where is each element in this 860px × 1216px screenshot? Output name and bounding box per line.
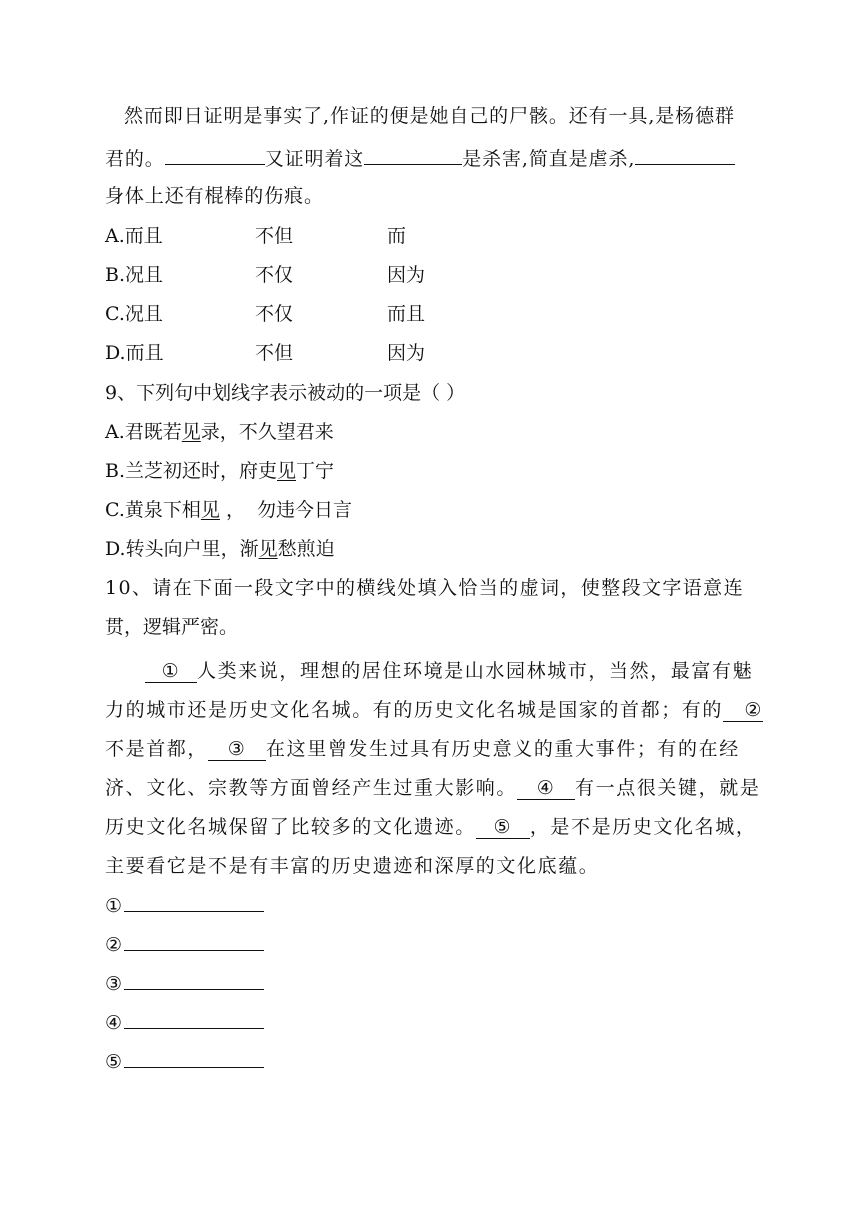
answer-line-4[interactable]: ④ xyxy=(105,1010,264,1035)
option-word-3: 因为 xyxy=(387,264,426,286)
q9-option-b: B.兰芝初还时，府吏见丁宁 xyxy=(105,460,335,482)
option-word-3: 而 xyxy=(387,225,407,247)
q10-passage-line-6: 主要看它是不是有丰富的历史遗迹和深厚的文化底蕴。 xyxy=(105,855,600,877)
q8-passage-line-3: 身体上还有棍棒的伤痕。 xyxy=(105,185,324,207)
q8-passage-line-2: 君的。 又证明着这 是杀害,简直是虐杀, xyxy=(105,144,735,171)
q9-stem: 9、下列句中划线字表示被动的一项是（ ） xyxy=(105,382,466,404)
q10-blank-2: ② xyxy=(723,699,763,722)
option-word-3: 因为 xyxy=(387,342,426,364)
q10-passage-line-5: 历史文化名城保留了比较多的文化遗迹。 ⑤ ，是不是历史文化名城， xyxy=(105,816,757,838)
q10-passage-line-1: ① 人类来说，理想的居住环境是山水园林城市，当然，最富有魅 xyxy=(145,659,753,683)
q10-passage-line-3: 不是首都， ③ 在这里曾发生过具有历史意义的重大事件；有的在经 xyxy=(105,738,740,760)
answer-line-5[interactable]: ⑤ xyxy=(105,1049,264,1074)
q10-blank-4: ④ xyxy=(517,777,575,800)
q9-option-a: A.君既若见录，不久望君来 xyxy=(105,421,334,443)
q8-blank-1 xyxy=(165,144,265,165)
q8-passage-line-1: 然而即日证明是事实了,作证的便是她自己的尸骸。还有一具,是杨德群 xyxy=(124,105,735,127)
q9-option-c: C.黄泉下相见 ， 勿违今日言 xyxy=(105,499,353,521)
option-word-2: 不仅 xyxy=(255,303,294,325)
q10-passage-line-2: 力的城市还是历史文化名城。有的历史文化名城是国家的首都；有的 ② xyxy=(105,699,764,721)
q9-option-d: D.转头向户里，渐见愁煎迫 xyxy=(105,538,335,560)
option-label: D.而且 xyxy=(105,342,164,364)
q10-blank-3: ③ xyxy=(208,738,266,761)
q8-blank-3 xyxy=(635,144,735,165)
option-label: B.况且 xyxy=(105,264,164,286)
option-word-2: 不但 xyxy=(255,342,294,364)
q10-blank-5: ⑤ xyxy=(476,816,530,839)
option-word-2: 不仅 xyxy=(255,264,294,286)
option-word-3: 而且 xyxy=(387,303,426,325)
q10-stem-line-1: 10、请在下面一段文字中的横线处填入恰当的虚词，使整段文字语意连 xyxy=(105,577,744,599)
option-label: C.况且 xyxy=(105,303,163,325)
q8-blank-2 xyxy=(364,144,462,165)
answer-line-2[interactable]: ② xyxy=(105,932,264,957)
answer-line-3[interactable]: ③ xyxy=(105,971,264,996)
answer-line-1[interactable]: ① xyxy=(105,893,264,918)
q10-stem-line-2: 贯，逻辑严密。 xyxy=(105,616,239,638)
q10-blank-1: ① xyxy=(145,660,197,683)
option-word-2: 不但 xyxy=(255,225,294,247)
option-label: A.而且 xyxy=(105,225,163,247)
q10-passage-line-4: 济、文化、宗教等方面曾经产生过重大影响。 ④ 有一点很关键，就是 xyxy=(105,777,761,799)
